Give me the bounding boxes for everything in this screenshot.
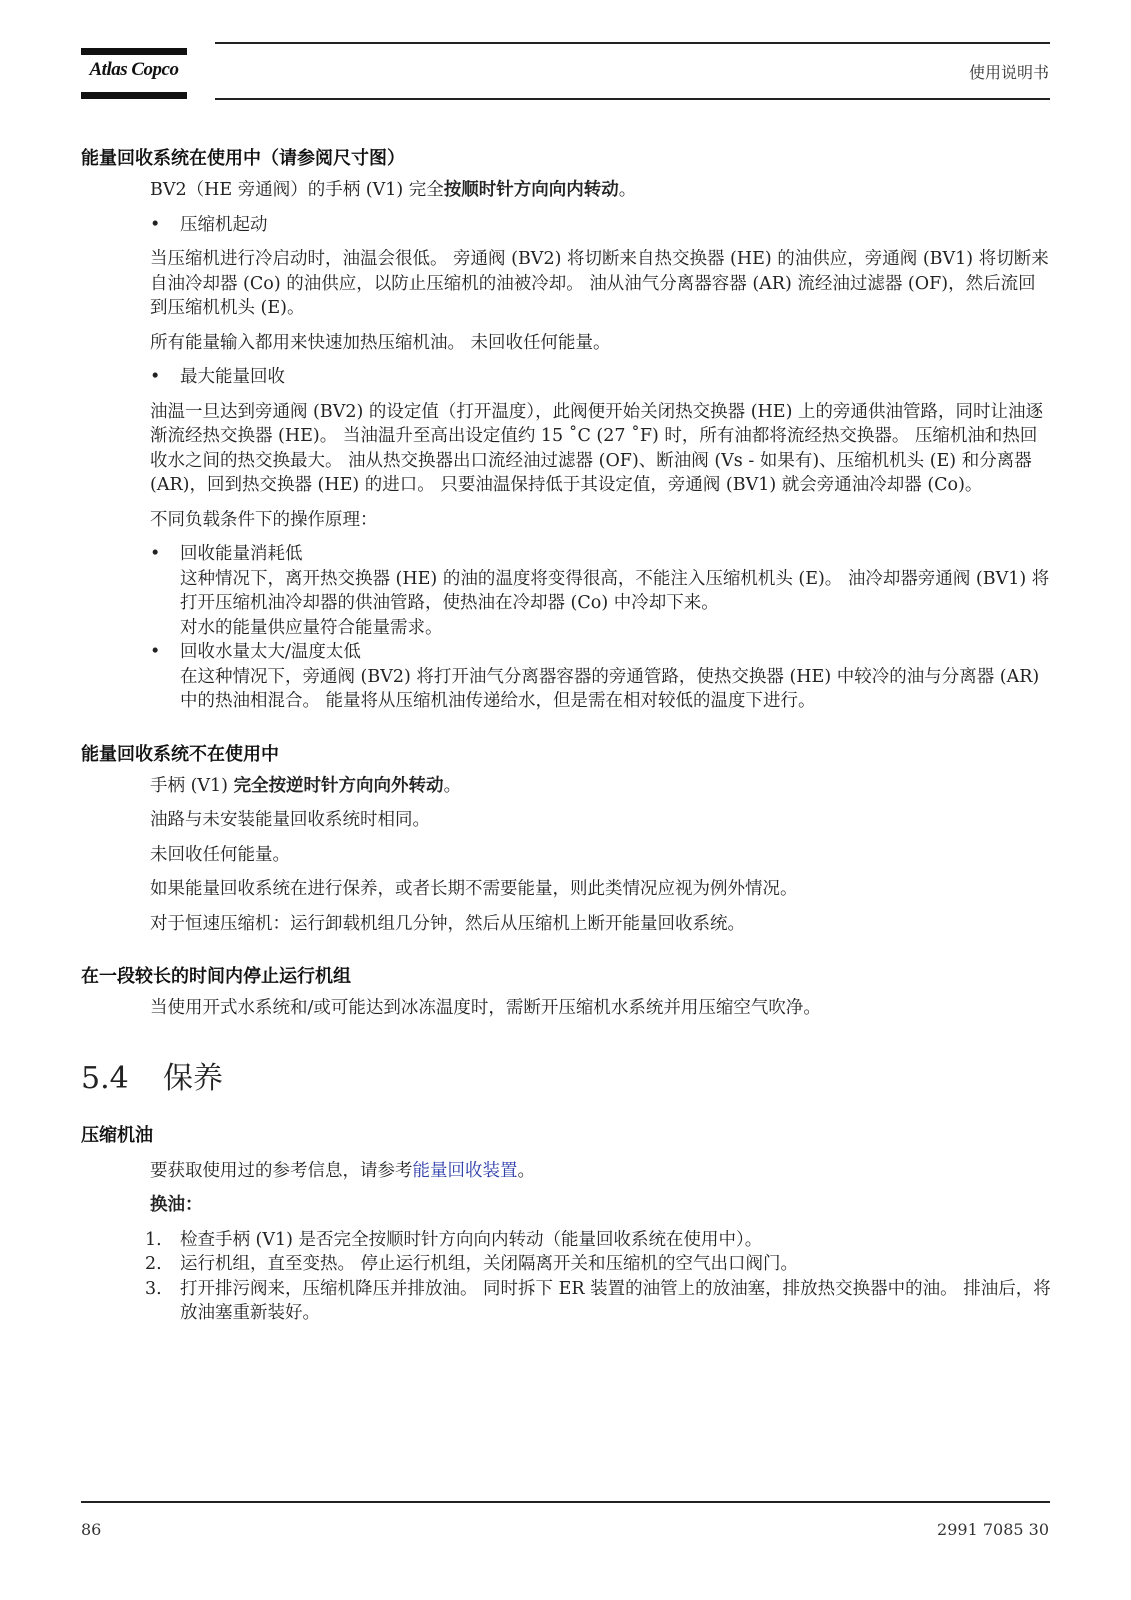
step-1: [81, 1228, 1053, 1253]
not-in-use-line-1: [150, 774, 1053, 799]
bullet-low-consumption: [81, 542, 1053, 640]
not-in-use-line-3: 未回收任何能量。: [150, 844, 290, 865]
page-number: 86: [81, 1520, 102, 1539]
bullet-high-label: 回收水量太大/温度太低: [180, 642, 361, 662]
intro-end: 。: [618, 180, 637, 200]
section-number: 5.4: [81, 1060, 129, 1096]
step-text: 检查手柄 (V1) 是否完全按顺时针方向向内转动（能量回收系统在使用中）。: [180, 1229, 763, 1250]
bullet-low-text: 这种情况下，离开热交换器 (HE) 的油的温度将变得很高，不能注入压缩机机头 (E)。 油冷却器旁通阀 (BV1) 将打开压缩机油冷却器的供油管路，使热油在冷却器 (Co) 中冷却下来。: [180, 568, 1050, 613]
heading-energy-recovery-not-in-use: 能量回收系统不在使用中: [81, 743, 279, 765]
heading-energy-recovery-in-use: 能量回收系统在使用中（请参阅尺寸图）: [81, 148, 405, 169]
logo-bar-bottom: [81, 92, 187, 99]
heading-long-stop: 在一段较长的时间内停止运行机组: [81, 966, 351, 987]
startup-paragraph: 当压缩机进行冷启动时，油温会很低。 旁通阀 (BV2) 将切断来自热交换器 (HE) 的油供应，旁通阀 (BV1) 将切断来自油冷却器 (Co) 的油供应，以防止压缩机的油被冷却。 油从油气分离器容器 (AR) 流经油过滤器 (OF)，然后流回到压缩机机头 (E)。: [150, 249, 1049, 318]
line1-end: 。: [443, 775, 462, 796]
header-rule-bottom: [215, 98, 1050, 100]
section-title: 保养: [163, 1060, 223, 1096]
bullet-high-text: 在这种情况下，旁通阀 (BV2) 将打开油气分离器容器的旁通管路，使热交换器 (HE) 中较冷的油与分离器 (AR) 中的热油相混合。 能量将从压缩机油传递给水，但是需在相对较低的温度下进行。: [180, 666, 1040, 711]
bullet-startup-label: 压缩机起动: [180, 214, 268, 235]
line1-bold: 完全按逆时针方向向外转动: [233, 775, 444, 796]
footer-rule: [81, 1501, 1050, 1503]
reference-text: 要获取使用过的参考信息，请参考: [150, 1160, 413, 1181]
section-title-maintenance: [81, 1059, 1053, 1099]
logo-wordmark: Atlas Copco: [89, 59, 179, 80]
heading-compressor-oil: 压缩机油: [81, 1124, 153, 1146]
bullet-low-text-2: 对水的能量供应量符合能量需求。: [180, 617, 443, 638]
bullet-mark: •: [150, 642, 161, 662]
document-number: 2991 7085 30: [937, 1520, 1049, 1539]
step-number: 1.: [145, 1229, 162, 1250]
document-title: 使用说明书: [968, 63, 1049, 82]
not-in-use-line-4: 如果能量回收系统在进行保养，或者长期不需要能量，则此类情况应视为例外情况。: [150, 879, 798, 899]
bullet-mark: •: [150, 367, 161, 387]
principle-label: 不同负载条件下的操作原理：: [150, 509, 378, 530]
intro-text: BV2（HE 旁通阀）的手柄 (V1) 完全: [150, 180, 444, 200]
step-3: [81, 1277, 1053, 1326]
logo-bar-top: [81, 48, 187, 55]
bullet-max-recovery: [81, 365, 1053, 390]
bullet-max-label: 最大能量回收: [180, 367, 285, 387]
reference-end: 。: [517, 1160, 535, 1181]
bullet-mark: •: [150, 214, 161, 235]
bullet-low-label: 回收能量消耗低: [180, 544, 303, 564]
step-text: 运行机组，直至变热。 停止运行机组，关闭隔离开关和压缩机的空气出口阀门。: [180, 1254, 799, 1274]
startup-note: 所有能量输入都用来快速加热压缩机油。 未回收任何能量。: [150, 332, 611, 353]
in-use-intro: [150, 178, 1053, 203]
not-in-use-line-5: 对于恒速压缩机：运行卸载机组几分钟，然后从压缩机上断开能量回收系统。: [150, 913, 745, 934]
reference-line: [150, 1159, 1053, 1184]
max-recovery-paragraph: 油温一旦达到旁通阀 (BV2) 的设定值（打开温度），此阀便开始关闭热交换器 (HE) 上的旁通供油管路，同时让油逐渐流经热交换器 (HE)。 当油温升至高出设定值约 15 ˚C (27 ˚F) 时，所有油都将流经热交换器。 压缩机油和热回收水之间的热交换最大。 油从热交换器出口流经油过滤器 (OF)、断油阀 (Vs - 如果有)、压缩机机头 (E) 和分离器 (AR)，回到热交换器 (HE) 的进口。 只要油温保持低于其设定值，旁通阀 (BV1) 就会旁通油冷却器 (Co)。: [150, 401, 1043, 495]
bullet-mark: •: [150, 544, 161, 564]
bullet-startup: [81, 213, 1053, 238]
step-number: 2.: [145, 1254, 162, 1274]
line1-text: 手柄 (V1): [150, 775, 234, 796]
header-rule-top: [215, 42, 1050, 44]
bullet-high-flow: [81, 640, 1053, 714]
long-stop-text: 当使用开式水系统和/或可能达到冰冻温度时，需断开压缩机水系统并用压缩空气吹净。: [150, 998, 821, 1018]
energy-recovery-link[interactable]: 能量回收装置: [412, 1160, 518, 1181]
page-content: [81, 146, 1053, 1326]
step-2: [81, 1252, 1053, 1277]
intro-bold: 按顺时针方向向内转动: [443, 180, 619, 200]
atlas-copco-logo: [81, 48, 187, 99]
not-in-use-line-2: 油路与未安装能量回收系统时相同。: [150, 810, 430, 830]
step-text: 打开排污阀来，压缩机降压并排放油。 同时拆下 ER 装置的油管上的放油塞，排放热交换器中的油。 排油后，将放油塞重新装好。: [180, 1278, 1051, 1323]
step-number: 3.: [145, 1278, 162, 1299]
change-oil-label: 换油：: [150, 1195, 203, 1215]
